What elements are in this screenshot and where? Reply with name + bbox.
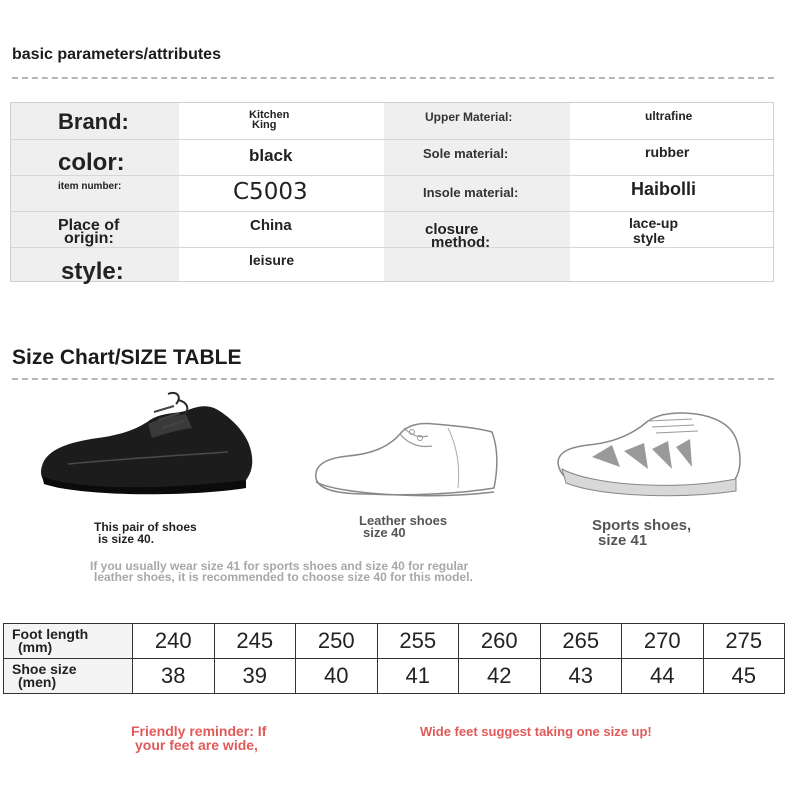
upper-material-label: Upper Material: — [425, 110, 513, 124]
insole-material-value: Haibolli — [631, 179, 697, 199]
closure-method-value: lace-up style — [629, 215, 679, 246]
shoe-size-label: Shoe size (men) — [4, 659, 133, 694]
black-shoe-caption: This pair of shoes is size 40. — [94, 520, 197, 546]
color-label: color: — [58, 149, 125, 176]
leather-shoe-sketch — [308, 408, 508, 514]
shoe-size-cell: 45 — [703, 659, 785, 694]
params-heading: basic parameters/attributes — [12, 46, 221, 63]
shoe-size-cell: 44 — [622, 659, 704, 694]
item-number-label: item number: — [58, 181, 122, 192]
shoe-size-cell: 43 — [540, 659, 622, 694]
shoe-size-row — [4, 659, 785, 694]
foot-length-cell: 260 — [459, 624, 541, 659]
foot-length-cell: 270 — [622, 624, 704, 659]
origin-value: China — [250, 217, 292, 234]
leather-shoe-caption: Leather shoes size 40 — [359, 513, 448, 540]
foot-length-cell: 250 — [296, 624, 378, 659]
shoe-size-cell: 40 — [296, 659, 378, 694]
origin-label: Place of origin: — [58, 217, 120, 247]
black-casual-shoe-image — [28, 380, 268, 500]
upper-material-value: ultrafine — [645, 109, 693, 123]
foot-length-cell: 265 — [540, 624, 622, 659]
sole-material-value: rubber — [645, 144, 690, 160]
brand-label: Brand: — [58, 109, 129, 134]
friendly-reminder: Friendly reminder: If your feet are wide, — [131, 723, 267, 753]
shoe-size-cell: 39 — [214, 659, 296, 694]
size-chart-heading: Size Chart/SIZE TABLE — [12, 346, 242, 369]
shoe-size-cell: 38 — [133, 659, 215, 694]
item-number-value: C5003 — [233, 179, 308, 205]
brand-value: Kitchen King — [249, 109, 290, 131]
shoe-size-cell: 42 — [459, 659, 541, 694]
closure-method-label: closure method: — [425, 221, 491, 251]
wide-feet-note: Wide feet suggest taking one size up! — [420, 724, 652, 739]
color-value: black — [249, 146, 293, 165]
shoe-size-cell: 41 — [377, 659, 459, 694]
foot-length-cell: 240 — [133, 624, 215, 659]
style-value: leisure — [249, 252, 295, 268]
foot-length-cell: 245 — [214, 624, 296, 659]
foot-length-label: Foot length (mm) — [4, 624, 133, 659]
size-advice: If you usually wear size 41 for sports shoes and size 40 for regular leather shoes, it is recommended to choose size 40 for this model. — [90, 559, 473, 584]
foot-length-cell: 275 — [703, 624, 785, 659]
foot-length-cell: 255 — [377, 624, 459, 659]
insole-material-label: Insole material: — [423, 185, 519, 200]
attributes-table — [10, 102, 774, 285]
sports-shoe-caption: Sports shoes, size 41 — [592, 517, 692, 549]
foot-length-row — [4, 624, 785, 659]
params-divider — [12, 77, 774, 79]
sports-shoe-sketch — [552, 405, 752, 505]
sole-material-label: Sole material: — [423, 146, 509, 161]
size-table — [3, 623, 785, 694]
style-label: style: — [61, 258, 124, 285]
